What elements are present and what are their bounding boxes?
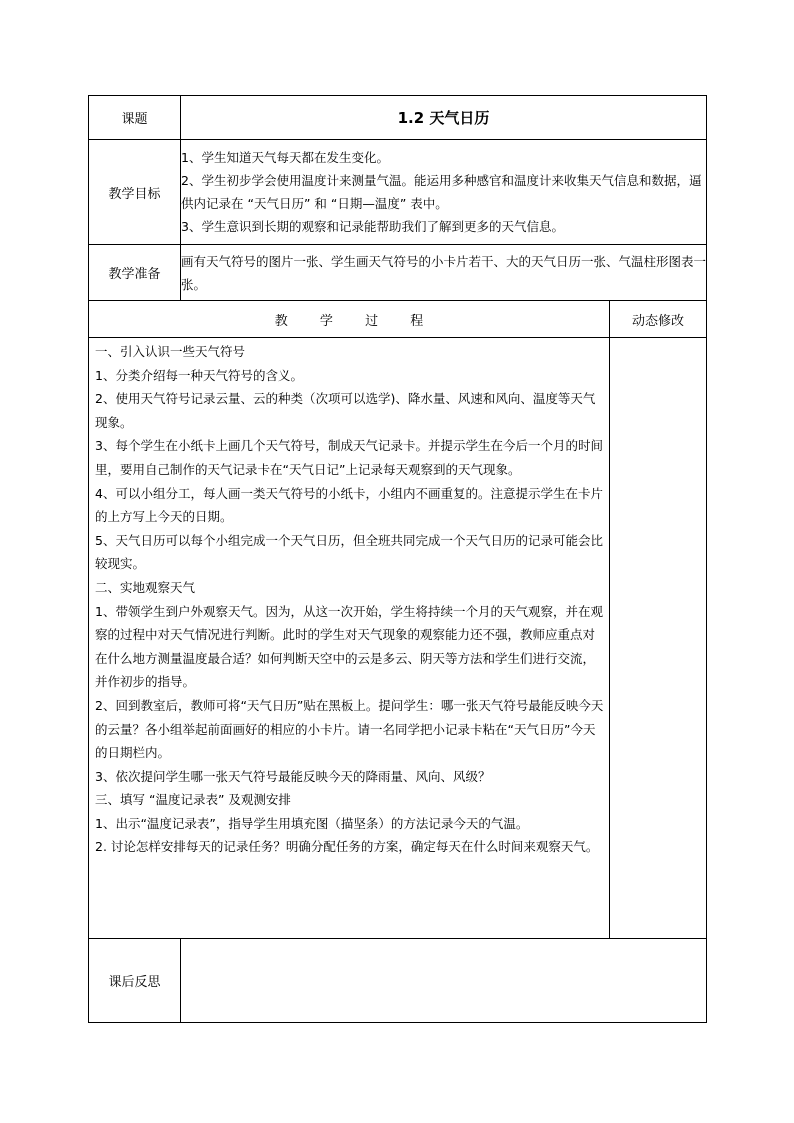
process-line: 三、填写 “温度记录表” 及观测安排 [95,792,291,808]
topic-label: 课题 [89,96,181,140]
process-header [89,301,610,338]
lesson-plan-sheet [88,95,706,1023]
process-line: 1、带领学生到户外观察天气。因为，从这一次开始，学生将持续一个月的天气观察，并在观察的过程中对天气情况进行判断。此时的学生对天气现象的观察能力还不强，教师应重点对在什么地方测量温度最合适？如何判断天空中的云是多云、阴天等方法和学生们进行交流，并作初步的指导。 [95,603,603,690]
process-body-row [89,338,707,939]
topic-row [89,96,707,140]
process-line: 2、使用天气符号记录云量、云的种类（次项可以选学)、降水量、风速和风向、温度等天气现象。 [95,391,596,430]
reflection-label: 课后反思 [89,939,181,1023]
process-line: 2、回到教室后，教师可将“天气日历”贴在黑板上。提问学生：哪一张天气符号最能反映今天的云量？各小组举起前面画好的相应的小卡片。请一名同学把小记录卡粘在“天气日历”今天的日期栏内。 [95,697,604,761]
process-line: 5、天气日历可以每个小组完成一个天气日历，但全班共同完成一个天气日历的记录可能会比较现实。 [95,532,603,572]
process-line: 4、可以小组分工，每人画一类天气符号的小纸卡，小组内不画重复的。注意提示学生在卡片的上方写上今天的日期。 [95,485,603,525]
objectives-content [181,140,707,245]
objective-item: 1、学生知道天气每天都在发生变化。 [181,150,389,165]
revision-cell [610,338,707,939]
process-header-char: 学 [319,313,333,329]
objective-item: 2、学生初步学会使用温度计来测量气温。能运用多种感官和温度计来收集天气信息和数据，逼供内记录在 “天气日历” 和 “日期—温度” 表中。 [181,173,702,211]
objectives-row [89,140,707,245]
preparation-label: 教学准备 [89,245,181,301]
process-header-char: 教 [274,313,288,329]
reflection-content [181,939,707,1023]
process-line: 2. 讨论怎样安排每天的记录任务？明确分配任务的方案，确定每天在什么时间来观察天气。 [95,839,599,855]
topic-value: 1.2 天气日历 [181,96,707,140]
objective-item: 3、学生意识到长期的观察和记录能帮助我们了解到更多的天气信息。 [181,219,564,234]
preparation-row [89,245,707,301]
objectives-label: 教学目标 [89,140,181,245]
revision-label: 动态修改 [610,301,707,338]
process-line: 一、引入认识一些天气符号 [95,344,246,359]
process-line: 二、实地观察天气 [95,579,196,595]
process-content [89,338,610,939]
process-line: 1、出示“温度记录表”，指导学生用填充图（描坚条）的方法记录今天的气温。 [95,815,529,831]
process-line: 1、分类介绍每一种天气符号的含义。 [95,367,303,383]
process-header-char: 程 [410,313,424,329]
process-line: 3、每个学生在小纸卡上画几个天气符号，制成天气记录卡。并提示学生在今后一个月的时间里，要用自己制作的天气记录卡在“天气日记”上记录每天观察到的天气现象。 [95,438,603,477]
process-header-char: 过 [365,313,379,329]
process-line: 3、依次提问学生哪一张天气符号最能反映今天的降雨量、风向、风级？ [95,768,491,784]
preparation-content: 画有天气符号的图片一张、学生画天气符号的小卡片若干、大的天气日历一张、气温柱形图表一张。 [181,245,707,301]
reflection-row [89,939,707,1023]
lesson-plan-table [88,95,707,1023]
process-header-row [89,301,707,338]
